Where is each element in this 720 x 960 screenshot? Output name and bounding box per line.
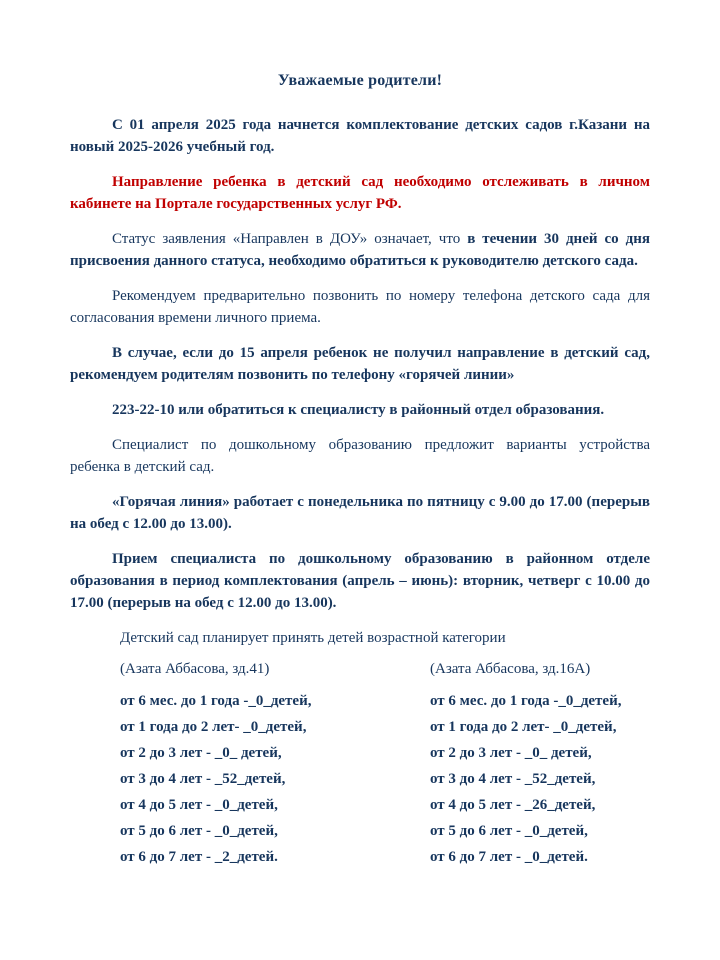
status-text-bold: в течении 30 дней со дня присвоения данного статуса, необходимо обратиться к руководителю детского сада.	[70, 231, 650, 269]
age-row: от 1 года до 2 лет- _0_детей,	[430, 719, 617, 735]
age-row: от 4 до 5 лет - _26_детей,	[430, 797, 596, 813]
paragraph-gosuslugi-alert: Направление ребенка в детский сад необходимо отслеживать в личном кабинете на Портале государственных услуг РФ.	[70, 174, 650, 212]
document-title: Уважаемые родители!	[277, 72, 443, 89]
age-row: от 4 до 5 лет - _0_детей,	[120, 797, 278, 813]
paragraph-enrollment-start: С 01 апреля 2025 года начнется комплектование детских садов г.Казани на новый 2025-2026 учебный год.	[70, 117, 650, 155]
capacity-column-building-16a	[430, 658, 720, 870]
age-row: от 2 до 3 лет - _0_ детей,	[430, 745, 592, 761]
age-row: от 5 до 6 лет - _0_детей,	[120, 823, 278, 839]
paragraph-call-recommendation: Рекомендуем предварительно позвонить по номеру телефона детского сада для согласования времени личного приема.	[70, 288, 650, 326]
paragraph-specialist-hours: Прием специалиста по дошкольному образованию в районном отделе образования в период комплектования (апрель – июнь): вторник, четверг с 10.00 до 17.00 (перерыв на обед с 12.00 до 13.00).	[70, 551, 650, 611]
capacity-column-building-41	[120, 658, 430, 870]
age-row: от 6 мес. до 1 года -_0_детей,	[120, 693, 312, 709]
paragraph-specialist-help: Специалист по дошкольному образованию предложит варианты устройства ребенка в детский сад.	[70, 437, 650, 475]
capacity-caption: Детский сад планирует принять детей возрастной категории	[120, 630, 506, 646]
capacity-section	[70, 627, 650, 870]
capacity-columns	[120, 658, 650, 870]
age-row: от 2 до 3 лет - _0_ детей,	[120, 745, 282, 761]
age-row: от 6 до 7 лет - _0_детей.	[430, 849, 588, 865]
paragraph-hotline-case: В случае, если до 15 апреля ребенок не получил направление в детский сад, рекомендуем родителям позвонить по телефону «горячей линии»	[70, 345, 650, 383]
paragraph-hotline-phone: 223-22-10 или обратиться к специалисту в районный отдел образования.	[112, 402, 605, 418]
age-row: от 1 года до 2 лет- _0_детей,	[120, 719, 307, 735]
building-41-header: (Азата Аббасова, зд.41)	[120, 661, 270, 677]
building-16a-header: (Азата Аббасова, зд.16А)	[430, 661, 591, 677]
age-row: от 3 до 4 лет - _52_детей,	[430, 771, 596, 787]
age-row: от 6 мес. до 1 года -_0_детей,	[430, 693, 622, 709]
status-text-regular: Статус заявления «Направлен в ДОУ» означает, что	[112, 231, 468, 247]
age-row: от 3 до 4 лет - _52_детей,	[120, 771, 286, 787]
paragraph-hotline-hours: «Горячая линия» работает с понедельника по пятницу с 9.00 до 17.00 (перерыв на обед с 12.00 до 13.00).	[70, 494, 650, 532]
age-row: от 5 до 6 лет - _0_детей,	[430, 823, 588, 839]
paragraph-status-meaning	[70, 228, 650, 272]
age-row: от 6 до 7 лет - _2_детей.	[120, 849, 278, 865]
